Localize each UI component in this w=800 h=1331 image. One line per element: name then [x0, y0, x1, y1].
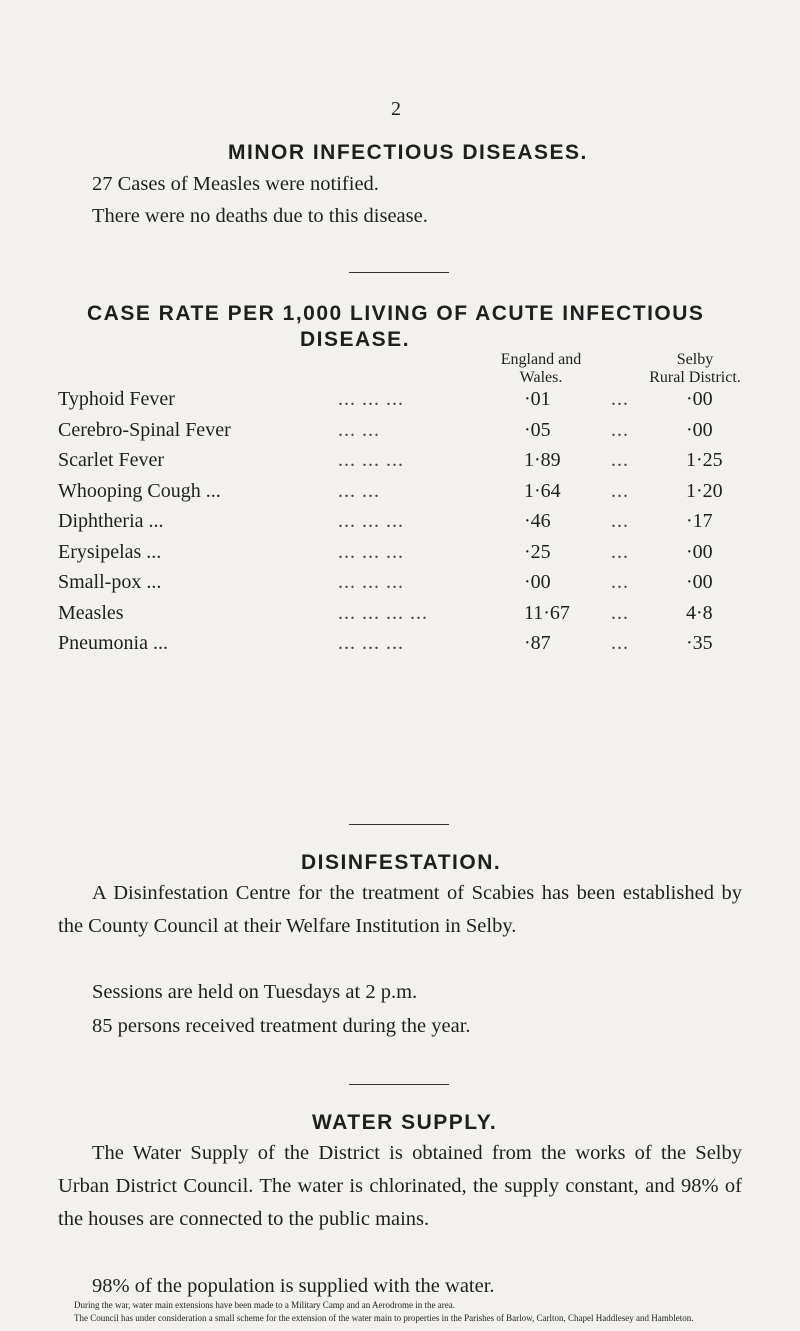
- table-row: [58, 541, 758, 569]
- disease-name: Pneumonia ...: [58, 632, 168, 654]
- disease-name: Typhoid Fever: [58, 388, 175, 410]
- england-wales-value: 1·89: [524, 449, 561, 471]
- case-rate-heading: CASE RATE PER 1,000 LIVING OF ACUTE INFECTIOUS: [87, 302, 705, 325]
- disinfestation-heading: DISINFESTATION.: [301, 851, 502, 874]
- leader-dots: ... ... ...: [338, 540, 404, 563]
- england-wales-value: ·87: [524, 632, 551, 654]
- england-wales-value: ·05: [524, 418, 551, 441]
- england-wales-value: 11·67: [524, 601, 570, 624]
- selby-value: ·35: [686, 632, 713, 654]
- table-row: [58, 480, 758, 508]
- disease-name: Erysipelas ...: [58, 540, 162, 563]
- england-wales-value: 1·64: [524, 479, 561, 502]
- table-row: [58, 419, 758, 447]
- table-row: [58, 571, 758, 599]
- leader-dots: ...: [611, 479, 629, 502]
- leader-dots: ...: [611, 571, 629, 593]
- selby-value: ·00: [686, 571, 713, 593]
- population-supplied-text: 98% of the population is supplied with the water.: [92, 1275, 495, 1297]
- disease-name: Small-pox ...: [58, 571, 162, 593]
- leader-dots: ...: [611, 540, 629, 563]
- water-supply-paragraph: The Water Supply of the District is obtained from the works of the Selby Urban District Council. The water is chlorinated, the supply constant, and 98% of the houses are connected to the public mains.: [58, 1142, 742, 1230]
- water-supply-heading: WATER SUPPLY.: [312, 1111, 498, 1134]
- england-wales-value: ·25: [524, 540, 551, 563]
- leader-dots: ...: [611, 449, 629, 471]
- measles-deaths-text: There were no deaths due to this disease.: [92, 205, 428, 227]
- leader-dots: ...: [611, 418, 629, 441]
- selby-value: 1·20: [686, 479, 723, 502]
- leader-dots: ... ... ...: [338, 510, 404, 532]
- table-row: [58, 510, 758, 538]
- disease-name: Scarlet Fever: [58, 449, 165, 471]
- measles-cases-text: 27 Cases of Measles were notified.: [92, 173, 379, 195]
- england-wales-value: ·46: [524, 510, 551, 532]
- leader-dots: ... ... ...: [338, 632, 404, 654]
- disease-name: Whooping Cough ...: [58, 479, 221, 502]
- disinfestation-paragraph: A Disinfestation Centre for the treatment of Scabies has been established by the County Council at their Welfare Institution in Selby.: [58, 882, 742, 937]
- table-row: [58, 632, 758, 660]
- leader-dots: ... ...: [338, 479, 380, 502]
- page-number: 2: [391, 98, 401, 120]
- leader-dots: ... ... ...: [338, 388, 404, 410]
- table-row: [58, 449, 758, 477]
- persons-treated-text: 85 persons received treatment during the year.: [92, 1015, 471, 1037]
- sessions-text: Sessions are held on Tuesdays at 2 p.m.: [92, 981, 418, 1003]
- column-header-selby: Selby Rural District.: [649, 351, 741, 386]
- table-row: [58, 388, 758, 416]
- war-extensions-paragraph: During the war, water main extensions have been made to a Military Camp and an Aerodrome in the area.: [74, 1300, 456, 1310]
- section-divider: [349, 1084, 449, 1085]
- england-wales-value: ·00: [524, 571, 551, 593]
- selby-value: ·00: [686, 418, 713, 441]
- selby-value: ·17: [686, 510, 713, 532]
- leader-dots: ...: [611, 510, 629, 532]
- leader-dots: ... ... ... ...: [338, 601, 428, 624]
- selby-value: ·00: [686, 540, 713, 563]
- case-rate-heading-cont: DISEASE.: [300, 328, 411, 351]
- minor-diseases-heading: MINOR INFECTIOUS DISEASES.: [228, 141, 588, 164]
- leader-dots: ... ... ...: [338, 449, 404, 471]
- council-scheme-paragraph: The Council has under consideration a small scheme for the extension of the water main to properties in the Parishes of Barlow, Carlton, Chapel Haddlesey and Hambleton.: [74, 1313, 694, 1323]
- selby-value: ·00: [686, 388, 713, 410]
- leader-dots: ...: [611, 388, 629, 410]
- leader-dots: ...: [611, 632, 629, 654]
- disease-name: Cerebro-Spinal Fever: [58, 418, 231, 441]
- disease-name: Diphtheria ...: [58, 510, 164, 532]
- section-divider: [349, 272, 449, 273]
- column-header-england-wales: England and Wales.: [500, 351, 582, 386]
- england-wales-value: ·01: [524, 388, 551, 410]
- disease-name: Measles: [58, 601, 124, 624]
- leader-dots: ... ... ...: [338, 571, 404, 593]
- leader-dots: ...: [611, 601, 629, 624]
- leader-dots: ... ...: [338, 418, 380, 441]
- selby-value: 1·25: [686, 449, 723, 471]
- section-divider: [349, 824, 449, 825]
- table-row: [58, 602, 758, 630]
- selby-value: 4·8: [686, 601, 713, 624]
